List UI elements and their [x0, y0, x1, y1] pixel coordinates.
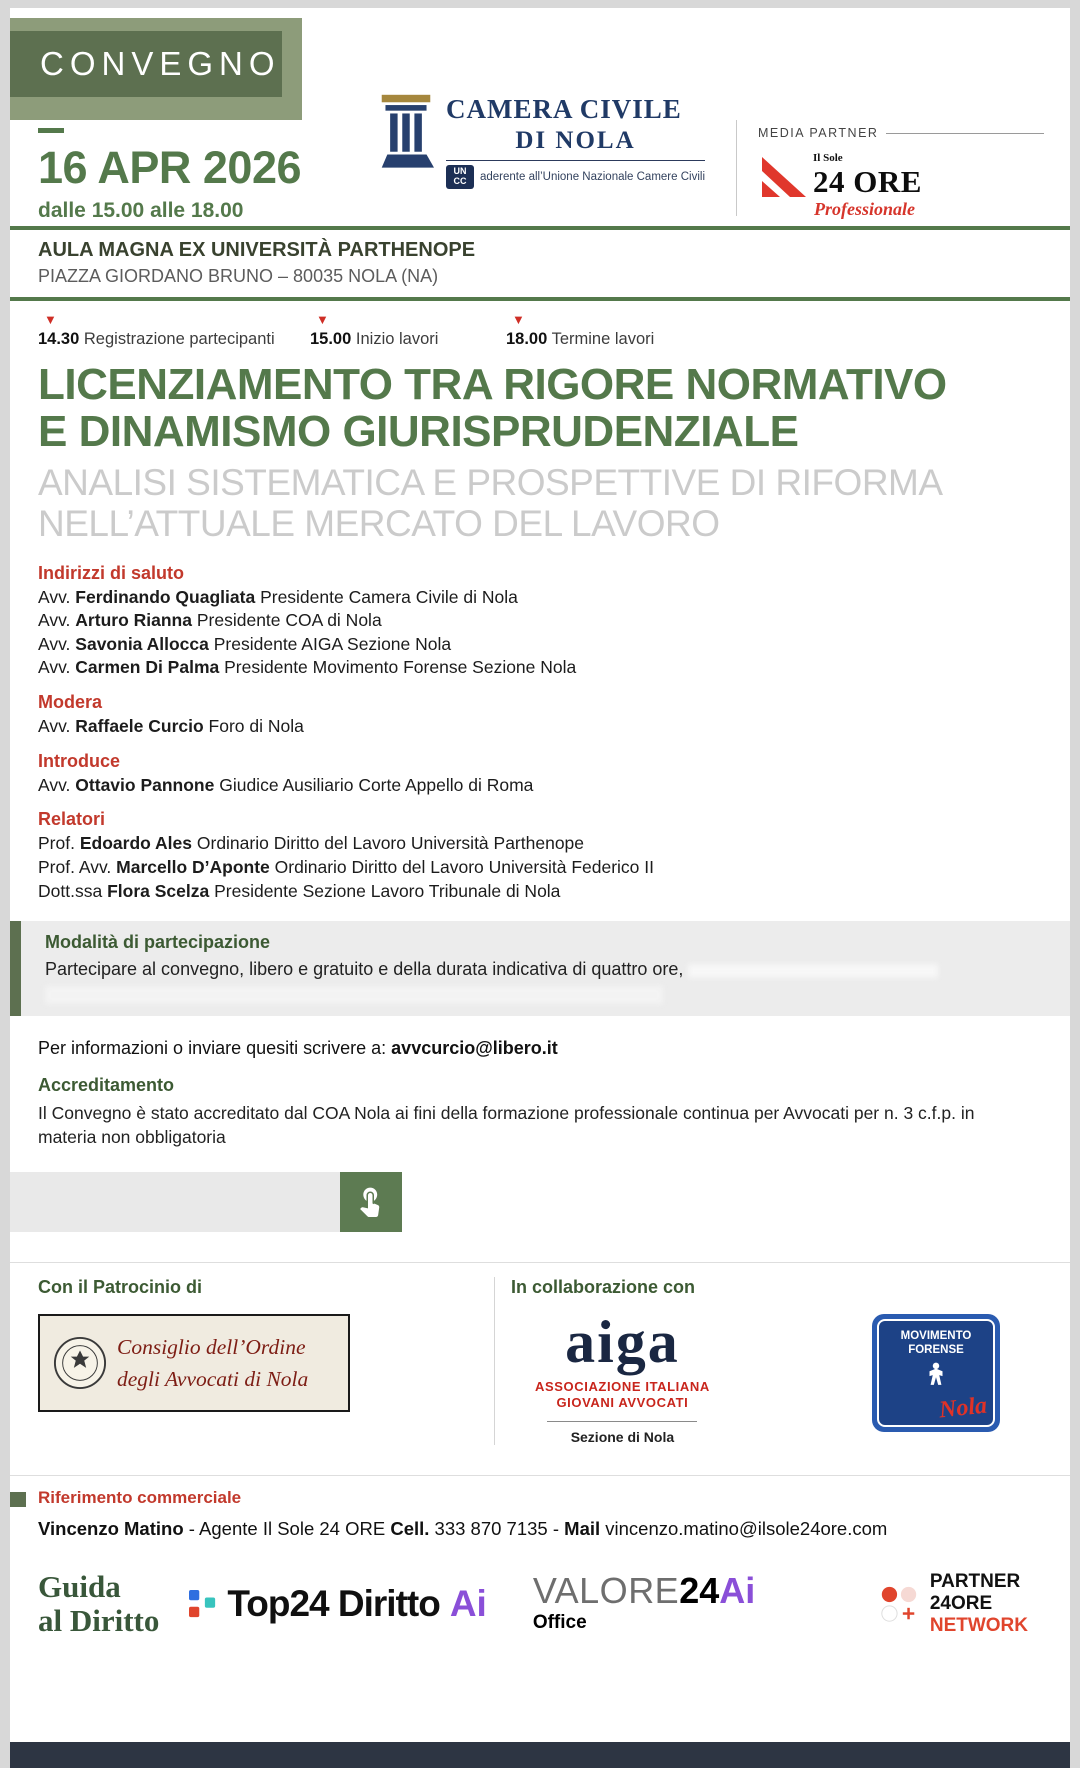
timeline-marker-icon: ▼: [316, 312, 329, 327]
venue-name: AULA MAGNA EX UNIVERSITÀ PARTHENOPE: [38, 239, 476, 261]
tap-icon: [353, 1184, 389, 1220]
coa-crest-icon: [53, 1336, 107, 1390]
agent-phone: 333 870 7135 -: [434, 1518, 560, 1540]
coa-logo-text: Consiglio dell’Ordine degli Avvocati di Nola: [117, 1334, 309, 1391]
movimento-forense-logo: MOVIMENTO FORENSE Nola: [872, 1314, 1000, 1432]
event-subtitle: ANALISI SISTEMATICA E PROSPETTIVE DI RIFORMA NELL’ATTUALE MERCATO DEL LAVORO: [38, 462, 943, 544]
speakers-section: [10, 545, 1070, 902]
media-partner-label: MEDIA PARTNER: [758, 126, 879, 140]
contact-info-line: Per informazioni o inviare quesiti scrivere a: avvcurcio@libero.it: [38, 1038, 558, 1059]
speaker-row: Avv. Savonia Allocca Presidente AIGA Sezione Nola: [38, 633, 452, 654]
accreditation-heading: Accreditamento: [38, 1075, 175, 1096]
collaboration-column: [511, 1277, 1042, 1446]
column-icon: [378, 94, 434, 174]
partner-24ore-network-logo: PARTNER 24ORE NETWORK: [878, 1571, 1028, 1637]
speaker-row: Avv. Carmen Di Palma Presidente Movimento Forense Sezione Nola: [38, 657, 577, 678]
camera-civile-city: DI NOLA: [515, 127, 636, 154]
aiga-logo: [535, 1308, 710, 1446]
timeline-item: [506, 313, 778, 349]
green-square-marker: [10, 1492, 26, 1507]
timeline-item: [310, 313, 506, 349]
event-time-range: dalle 15.00 alle 18.00: [38, 199, 244, 222]
commercial-section: [10, 1476, 1070, 1540]
commercial-heading: Riferimento commerciale: [38, 1488, 242, 1508]
date-dash: [38, 128, 64, 133]
timeline-marker-icon: ▼: [512, 312, 525, 327]
timeline-marker-icon: ▼: [44, 312, 57, 327]
section-heading-saluto: Indirizzi di saluto: [38, 562, 185, 583]
speaker-row: Avv. Ottavio Pannone Giudice Ausiliario Corte Appello di Roma: [38, 774, 534, 795]
patronage-column: [38, 1277, 478, 1446]
uncc-badge-icon: UN CC: [446, 165, 474, 189]
sole24ore-logo: [762, 153, 1044, 197]
movimento-nola-label: Nola: [937, 1392, 989, 1423]
section-heading-modera: Modera: [38, 692, 103, 713]
top24-squares-icon: [189, 1588, 217, 1620]
schedule-timeline: [10, 301, 1070, 349]
date-block: [38, 128, 301, 223]
timeline-label: Termine lavori: [551, 330, 655, 348]
participation-heading: Modalità di partecipazione: [45, 932, 271, 953]
top24-diritto-logo: Top24 Diritto Ai: [189, 1583, 486, 1625]
section-heading-introduce: Introduce: [38, 750, 121, 771]
speaker-row: Prof. Avv. Marcello D’Aponte Ordinario Diritto del Lavoro Università Federico II: [38, 857, 654, 878]
media-partner-rule: [886, 133, 1044, 134]
timeline-time: 15.00: [310, 330, 352, 348]
partners-vertical-divider: [494, 1277, 495, 1446]
event-date: 16 APR 2026: [38, 142, 302, 193]
participation-text: Partecipare al convegno, libero e gratuito e della durata indicativa di quattro ore,: [45, 959, 1042, 980]
camera-civile-text: [446, 94, 705, 189]
speaker-row: Avv. Raffaele Curcio Foro di Nola: [38, 716, 304, 737]
register-button[interactable]: [340, 1172, 402, 1232]
professionale-label: Professionale: [814, 199, 915, 219]
header-vertical-divider: [736, 120, 737, 216]
redacted-text: [688, 964, 938, 978]
timeline-time: 18.00: [506, 330, 548, 348]
movimento-figure-icon: [923, 1361, 949, 1387]
flyer-header: [10, 8, 1070, 226]
aiga-subtitle: ASSOCIAZIONE ITALIANA GIOVANI AVVOCATI: [535, 1378, 710, 1411]
timeline-label: Inizio lavori: [355, 330, 439, 348]
speaker-row: Avv. Ferdinando Quagliata Presidente Camera Civile di Nola: [38, 586, 518, 607]
convegno-label: CONVEGNO: [40, 45, 281, 82]
footer-brand-strip: [10, 1540, 1070, 1637]
camera-civile-logo: [378, 94, 705, 189]
camera-civile-name: CAMERA CIVILE: [446, 94, 682, 124]
il-sole-label: Il Sole: [813, 152, 843, 164]
accreditation-text: Il Convegno è stato accreditato dal COA Nola ai fini della formazione professionale continua per Avvocati per n. 3 c.f.p. in materia non obbligatoria: [38, 1103, 975, 1147]
coa-nola-logo: [38, 1314, 350, 1413]
section-heading-relatori: Relatori: [38, 809, 106, 830]
convegno-banner-inner: [10, 31, 282, 97]
partners-section: [10, 1263, 1070, 1446]
venue-bar: [10, 226, 1070, 301]
valore24-logo: VALORE24Ai Office: [532, 1570, 756, 1634]
redacted-text: [45, 986, 663, 1004]
ore24-label: 24 ORE: [813, 164, 922, 199]
agent-email[interactable]: vincenzo.matino@ilsole24ore.com: [605, 1518, 888, 1540]
collaboration-heading: In collaborazione con: [511, 1276, 696, 1297]
sole24ore-mark-icon: [762, 155, 806, 197]
event-title: LICENZIAMENTO TRA RIGORE NORMATIVO E DINAMISMO GIURISPRUDENZIALE: [38, 360, 947, 457]
convegno-banner: [10, 18, 302, 120]
venue-address: PIAZZA GIORDANO BRUNO – 80035 NOLA (NA): [38, 266, 439, 286]
timeline-item: [38, 313, 310, 349]
media-partner-block: [758, 126, 1044, 220]
redacted-text-block: [10, 1172, 340, 1232]
network-dots-icon: [878, 1583, 920, 1625]
timeline-time: 14.30: [38, 330, 80, 348]
bottom-bar: [10, 1742, 1070, 1768]
patronage-heading: Con il Patrocinio di: [38, 1276, 203, 1297]
cta-row: [10, 1172, 1070, 1232]
flyer-page: [10, 8, 1070, 1768]
aiga-divider: [547, 1421, 697, 1422]
speaker-row: Avv. Arturo Rianna Presidente COA di Nola: [38, 610, 382, 631]
guida-al-diritto-logo: Guida al Diritto: [38, 1569, 160, 1638]
aiga-section-label: Sezione di Nola: [570, 1429, 675, 1446]
camera-civile-divider: [446, 160, 705, 161]
agent-name: Vincenzo Matino: [38, 1518, 184, 1540]
camera-civile-tagline: aderente all’Unione Nazionale Camere Civili: [480, 171, 706, 183]
speaker-row: Prof. Edoardo Ales Ordinario Diritto del Lavoro Università Parthenope: [38, 833, 585, 854]
commercial-contact-line: Vincenzo Matino - Agente Il Sole 24 ORE Cell. 333 870 7135 - Mail vincenzo.matino@ilsole24ore.com: [38, 1518, 888, 1540]
aiga-wordmark: aiga: [565, 1308, 680, 1375]
participation-box: [10, 921, 1070, 1016]
speaker-row: Dott.ssa Flora Scelza Presidente Sezione Lavoro Tribunale di Nola: [38, 880, 561, 901]
timeline-label: Registrazione partecipanti: [83, 330, 275, 348]
contact-email[interactable]: avvcurcio@libero.it: [391, 1038, 558, 1059]
